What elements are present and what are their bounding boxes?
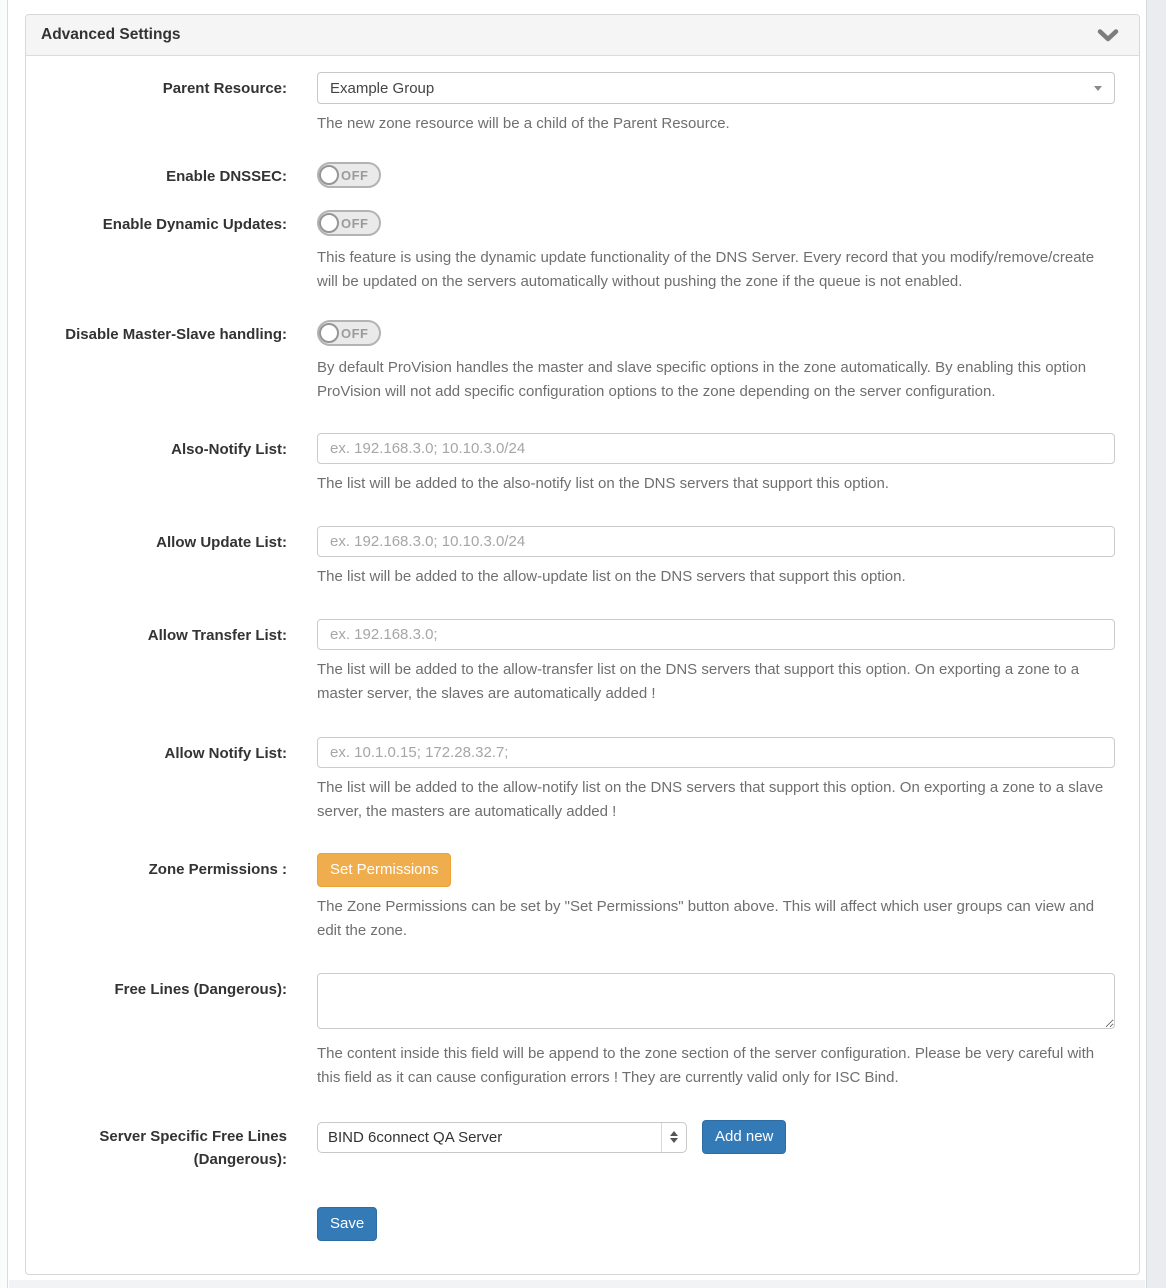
also-notify-hint: The list will be added to the also-notify list on the DNS servers that support this option.	[317, 475, 889, 492]
save-button[interactable]: Save	[317, 1207, 377, 1241]
toggle-knob-icon	[319, 165, 339, 185]
enable-dnssec-toggle[interactable]	[317, 162, 381, 188]
allow-update-hint: The list will be added to the allow-update list on the DNS servers that support this option.	[317, 568, 906, 585]
add-new-button[interactable]: Add new	[702, 1120, 786, 1154]
select-spinner-icon	[661, 1123, 686, 1152]
allow-notify-hint: The list will be added to the allow-notify list on the DNS servers that support this option. On exporting a zone to a slave server, the masters are automatically added !	[317, 779, 1104, 820]
allow-transfer-row	[26, 619, 1139, 706]
dropdown-caret-icon	[1094, 86, 1102, 91]
save-row-spacer	[26, 1207, 287, 1241]
disable-master-slave-hint: By default ProVision handles the master and slave specific options in the zone automatically. By enabling this option ProVision will not add specific configuration options to the zone depending on the server configuration.	[317, 359, 1087, 400]
page-left-border	[0, 0, 8, 1288]
parent-resource-select[interactable]	[317, 72, 1115, 104]
free-lines-hint: The content inside this field will be append to the zone section of the server configuration. Please be very careful with this field as it can cause configuration errors ! They are currently valid only for ISC Bind.	[317, 1045, 1095, 1086]
disable-master-slave-toggle-state: OFF	[341, 325, 369, 341]
save-row	[26, 1207, 1139, 1241]
allow-notify-row	[26, 737, 1139, 824]
enable-dnssec-toggle-state: OFF	[341, 167, 369, 183]
advanced-settings-panel	[25, 14, 1140, 1275]
allow-transfer-label: Allow Transfer List:	[147, 627, 287, 644]
enable-dynamic-updates-hint: This feature is using the dynamic update functionality of the DNS Server. Every record that you modify/remove/create will be updated on the servers automatically without pushing the zone if the queue is not enabled.	[317, 249, 1095, 290]
allow-update-input[interactable]	[317, 526, 1115, 557]
server-specific-free-lines-label: Server Specific Free Lines (Dangerous):	[99, 1128, 287, 1168]
enable-dynamic-updates-toggle-state: OFF	[341, 215, 369, 231]
toggle-knob-icon	[319, 213, 339, 233]
panel-header	[26, 15, 1139, 56]
allow-notify-label: Allow Notify List:	[164, 745, 287, 762]
allow-transfer-hint: The list will be added to the allow-transfer list on the DNS servers that support this option. On exporting a zone to a master server, the slaves are automatically added !	[317, 661, 1080, 702]
server-select-value: BIND 6connect QA Server	[328, 1128, 503, 1146]
panel-body	[26, 56, 1139, 1274]
parent-resource-label: Parent Resource:	[162, 80, 287, 97]
zone-permissions-hint: The Zone Permissions can be set by "Set Permissions" button above. This will affect which user groups can view and edit the zone.	[317, 898, 1095, 939]
set-permissions-button[interactable]: Set Permissions	[317, 853, 451, 887]
chevron-down-icon	[1097, 28, 1119, 43]
collapse-panel-button[interactable]	[1097, 28, 1119, 43]
enable-dynamic-updates-toggle[interactable]	[317, 210, 381, 236]
toggle-knob-icon	[319, 323, 339, 343]
allow-notify-input[interactable]	[317, 737, 1115, 768]
disable-master-slave-toggle[interactable]	[317, 320, 381, 346]
free-lines-textarea[interactable]	[317, 973, 1115, 1029]
also-notify-input[interactable]	[317, 433, 1115, 464]
parent-resource-hint: The new zone resource will be a child of the Parent Resource.	[317, 115, 730, 132]
free-lines-row	[26, 973, 1139, 1090]
zone-permissions-label: Zone Permissions :	[148, 861, 287, 878]
server-select[interactable]	[317, 1122, 687, 1153]
disable-master-slave-row	[26, 320, 1139, 404]
disable-master-slave-label: Disable Master-Slave handling:	[65, 326, 287, 343]
page-right-gutter	[1146, 0, 1166, 1288]
allow-transfer-input[interactable]	[317, 619, 1115, 650]
page-bottom-strip	[9, 1280, 1145, 1288]
also-notify-label: Also-Notify List:	[171, 441, 287, 458]
server-specific-free-lines-row	[26, 1120, 1139, 1171]
enable-dnssec-row	[26, 162, 1139, 190]
free-lines-label: Free Lines (Dangerous):	[114, 981, 287, 998]
parent-resource-selected-value: Example Group	[330, 79, 435, 97]
allow-update-row	[26, 526, 1139, 589]
allow-update-label: Allow Update List:	[156, 534, 287, 551]
enable-dynamic-updates-row	[26, 210, 1139, 294]
also-notify-row	[26, 433, 1139, 496]
panel-title: Advanced Settings	[41, 26, 181, 43]
parent-resource-row	[26, 72, 1139, 136]
enable-dnssec-label: Enable DNSSEC:	[166, 168, 287, 185]
zone-permissions-row	[26, 853, 1139, 943]
enable-dynamic-updates-label: Enable Dynamic Updates:	[102, 216, 287, 233]
